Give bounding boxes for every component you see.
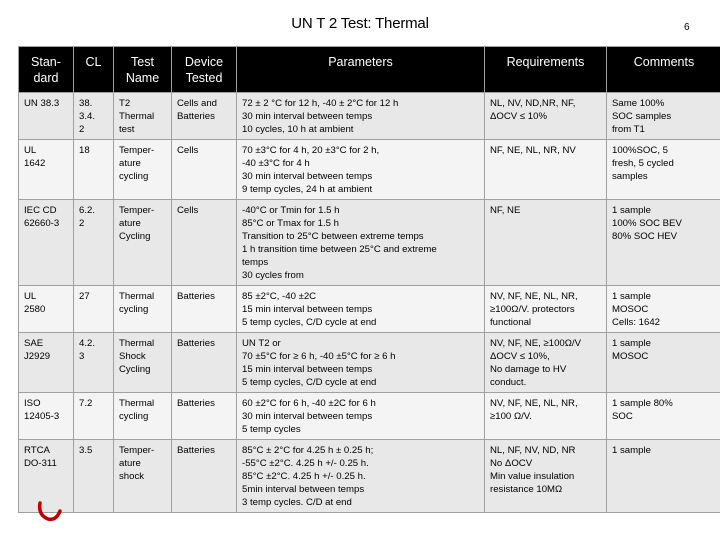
cell-parameters: -40°C or Tmin for 1.5 h 85°C or Tmax for 1.5 h Transition to 25°C between extreme temps 1 h transition time between 25°C and extreme temps 30 cycles from [237,200,485,286]
cell-parameters: 85 ±2°C, -40 ±2C 15 min interval between temps 5 temp cycles, C/D cycle at end [237,286,485,333]
cell-parameters: 85°C ± 2°C for 4.25 h ± 0.25 h; -55°C ±2°C. 4.25 h +/- 0.25 h. 85°C ±2°C. 4.25 h +/- 0.25 h. 5min interval between temps 3 temp cycles. C/D at end [237,440,485,513]
cell-cl: 27 [74,286,114,333]
cell-cl: 4.2. 3 [74,333,114,393]
table-row [19,140,720,200]
column-header: Stan- dard [19,47,74,93]
cell-test-name: Temper- ature Cycling [114,200,172,286]
cell-comments: 1 sample MOSOC [607,333,720,393]
cell-cl: 6.2. 2 [74,200,114,286]
cell-cl: 3.5 [74,440,114,513]
column-header: Parameters [237,47,485,93]
cell-cl: 7.2 [74,393,114,440]
cell-device: Cells [172,200,237,286]
thermal-test-table [18,46,720,513]
cell-requirements: NV, NF, NE, NL, NR, ≥100 Ω/V. [485,393,607,440]
column-header: Device Tested [172,47,237,93]
cell-test-name: T2 Thermal test [114,93,172,140]
cell-comments: Same 100% SOC samples from T1 [607,93,720,140]
cell-parameters: 70 ±3°C for 4 h, 20 ±3°C for 2 h, -40 ±3°C for 4 h 30 min interval between temps 9 temp cycles, 24 h at ambient [237,140,485,200]
page-number: 6 [684,22,690,33]
table-row [19,286,720,333]
cell-parameters: 60 ±2°C for 6 h, -40 ±2C for 6 h 30 min interval between temps 5 temp cycles [237,393,485,440]
cell-comments: 100%SOC, 5 fresh, 5 cycled samples [607,140,720,200]
cell-standard: UN 38.3 [19,93,74,140]
cell-standard: UL 2580 [19,286,74,333]
cell-requirements: NF, NE [485,200,607,286]
table-body [19,93,720,513]
cell-standard: ISO 12405-3 [19,393,74,440]
page-title: UN T 2 Test: Thermal [291,15,429,32]
cell-test-name: Thermal cycling [114,286,172,333]
cell-device: Batteries [172,333,237,393]
cell-requirements: NL, NF, NV, ND, NR No ΔOCV Min value insulation resistance 10MΩ [485,440,607,513]
cell-standard: RTCA DO-311 [19,440,74,513]
table-row [19,440,720,513]
cell-requirements: NV, NF, NE, ≥100Ω/V ΔOCV ≤ 10%, No damage to HV conduct. [485,333,607,393]
cell-parameters: UN T2 or 70 ±5°C for ≥ 6 h, -40 ±5°C for ≥ 6 h 15 min interval between temps 5 temp cycles, C/D cycle at end [237,333,485,393]
table-header-row [19,47,720,93]
column-header: Test Name [114,47,172,93]
cell-comments: 1 sample MOSOC Cells: 1642 [607,286,720,333]
cell-standard: UL 1642 [19,140,74,200]
cell-test-name: Temper- ature cycling [114,140,172,200]
column-header: Comments [607,47,720,93]
table-row [19,333,720,393]
cell-parameters: 72 ± 2 °C for 12 h, -40 ± 2°C for 12 h 30 min interval between temps 10 cycles, 10 h at ambient [237,93,485,140]
cell-requirements: NV, NF, NE, NL, NR, ≥100Ω/V. protectors functional [485,286,607,333]
column-header: CL [74,47,114,93]
cell-requirements: NL, NV, ND,NR, NF, ΔOCV ≤ 10% [485,93,607,140]
cell-device: Batteries [172,440,237,513]
table-row [19,93,720,140]
cell-device: Cells [172,140,237,200]
cell-comments: 1 sample [607,440,720,513]
cell-standard: IEC CD 62660-3 [19,200,74,286]
cell-device: Cells and Batteries [172,93,237,140]
cell-comments: 1 sample 100% SOC BEV 80% SOC HEV [607,200,720,286]
cell-requirements: NF, NE, NL, NR, NV [485,140,607,200]
cell-test-name: Temper- ature shock [114,440,172,513]
table-row [19,393,720,440]
cell-standard: SAE J2929 [19,333,74,393]
column-header: Requirements [485,47,607,93]
cell-comments: 1 sample 80% SOC [607,393,720,440]
cell-device: Batteries [172,286,237,333]
cell-test-name: Thermal Shock Cycling [114,333,172,393]
cell-cl: 38. 3.4. 2 [74,93,114,140]
cell-device: Batteries [172,393,237,440]
cell-test-name: Thermal cycling [114,393,172,440]
table-row [19,200,720,286]
cell-cl: 18 [74,140,114,200]
